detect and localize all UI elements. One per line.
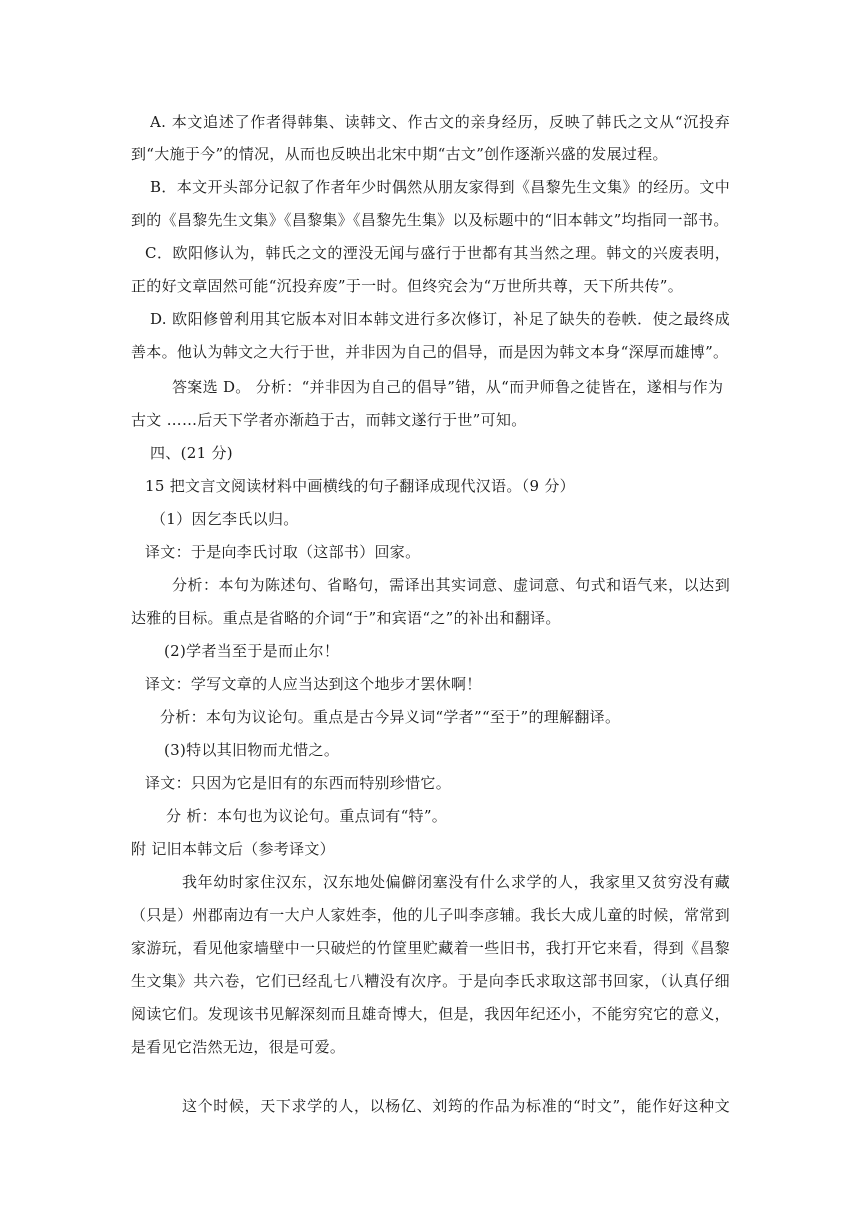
section-heading: 四、(21 分)	[150, 444, 233, 462]
sentence-3: (3)特以其旧物而尤惜之。	[164, 741, 340, 759]
option-b-line-1: B．本文开头部分记叙了作者年少时偶然从朋友家得到《昌黎先生文集》的经历。文中	[150, 178, 730, 196]
translation-1: 译文：于是向李氏讨取（这部书）回家。	[145, 543, 421, 561]
translation-para-1-line-6: 是看见它浩然无边，很是可爱。	[131, 1038, 346, 1056]
option-a-line-1: A. 本文追述了作者得韩集、读韩文、作古文的亲身经历，反映了韩氏之文从“沉投弃	[150, 113, 730, 131]
analysis-3: 分 析：本句也为议论句。重点词有“特”。	[166, 807, 448, 825]
appendix-heading: 附 记旧本韩文后（参考译文）	[131, 840, 335, 858]
translation-para-2-line-1: 这个时候，天下求学的人，以杨亿、刘筠的作品为标准的“时文”，能作好这种文	[182, 1097, 730, 1115]
sentence-2: (2)学者当至于是而止尔！	[164, 642, 340, 660]
answer-line-1: 答案选 D。 分析：“并非因为自己的倡导”错，从“而尹师鲁之徒皆在，遂相与作为	[172, 378, 724, 396]
option-b-line-2: 到的《昌黎先生文集》《昌黎集》《昌黎先生集》以及标题中的“旧本韩文”均指同一部书。	[131, 211, 729, 229]
option-a-line-2: 到“大施于今”的情况，从而也反映出北宋中期“古文”创作逐渐兴盛的发展过程。	[131, 145, 668, 163]
translation-3: 译文：只因为它是旧有的东西而特别珍惜它。	[145, 774, 452, 792]
sentence-1: （1）因乞李氏以归。	[151, 510, 299, 528]
translation-para-1-line-5: 阅读它们。发现该书见解深刻而且雄奇博大，但是，我因年纪还小，不能穷究它的意义，	[131, 1005, 730, 1023]
option-c-line-2: 正的好文章固然可能“沉投弃废”于一时。但终究会为“万世所共尊，天下所共传”。	[131, 277, 684, 295]
option-c-line-1: C．欧阳修认为，韩氏之文的湮没无闻与盛行于世都有其当然之理。韩文的兴废表明，	[145, 244, 730, 262]
translation-para-1-line-2: （只是）州郡南边有一大户人家姓李，他的儿子叫李彦辅。我长大成儿童的时候，常常到	[131, 906, 730, 924]
answer-line-2: 古文 ……后天下学者亦渐趋于古，而韩文遂行于世”可知。	[131, 411, 527, 429]
translation-para-1-line-4: 生文集》共六卷，它们已经乱七八糟没有次序。于是向李氏求取这部书回家，（认真仔细	[131, 972, 730, 990]
analysis-2: 分析：本句为议论句。重点是古今异义词“学者”“至于”的理解翻译。	[160, 708, 621, 726]
translation-para-1-line-3: 家游玩，看见他家墙壁中一只破烂的竹筐里贮藏着一些旧书，我打开它来看，得到《昌黎	[131, 939, 730, 957]
option-d-line-1: D. 欧阳修曾利用其它版本对旧本韩文进行多次修订，补足了缺失的卷帙．使之最终成	[150, 310, 730, 328]
analysis-1-line-1: 分析：本句为陈述句、省略句，需译出其实词意、虚词意、句式和语气来，以达到	[172, 576, 730, 594]
translation-para-1-line-1: 我年幼时家住汉东，汉东地处偏僻闭塞没有什么求学的人，我家里又贫穷没有藏	[182, 873, 730, 891]
translation-2: 译文：学写文章的人应当达到这个地步才罢休啊！	[145, 675, 482, 693]
option-d-line-2: 善本。他认为韩文之大行于世，并非因为自己的倡导，而是因为韩文本身“深厚而雄博”。	[131, 343, 729, 361]
analysis-1-line-2: 达雅的目标。重点是省略的介词“于”和宾语“之”的补出和翻译。	[131, 609, 561, 627]
question-15: 15 把文言文阅读材料中画横线的句子翻译成现代汉语。（9 分）	[145, 477, 575, 495]
